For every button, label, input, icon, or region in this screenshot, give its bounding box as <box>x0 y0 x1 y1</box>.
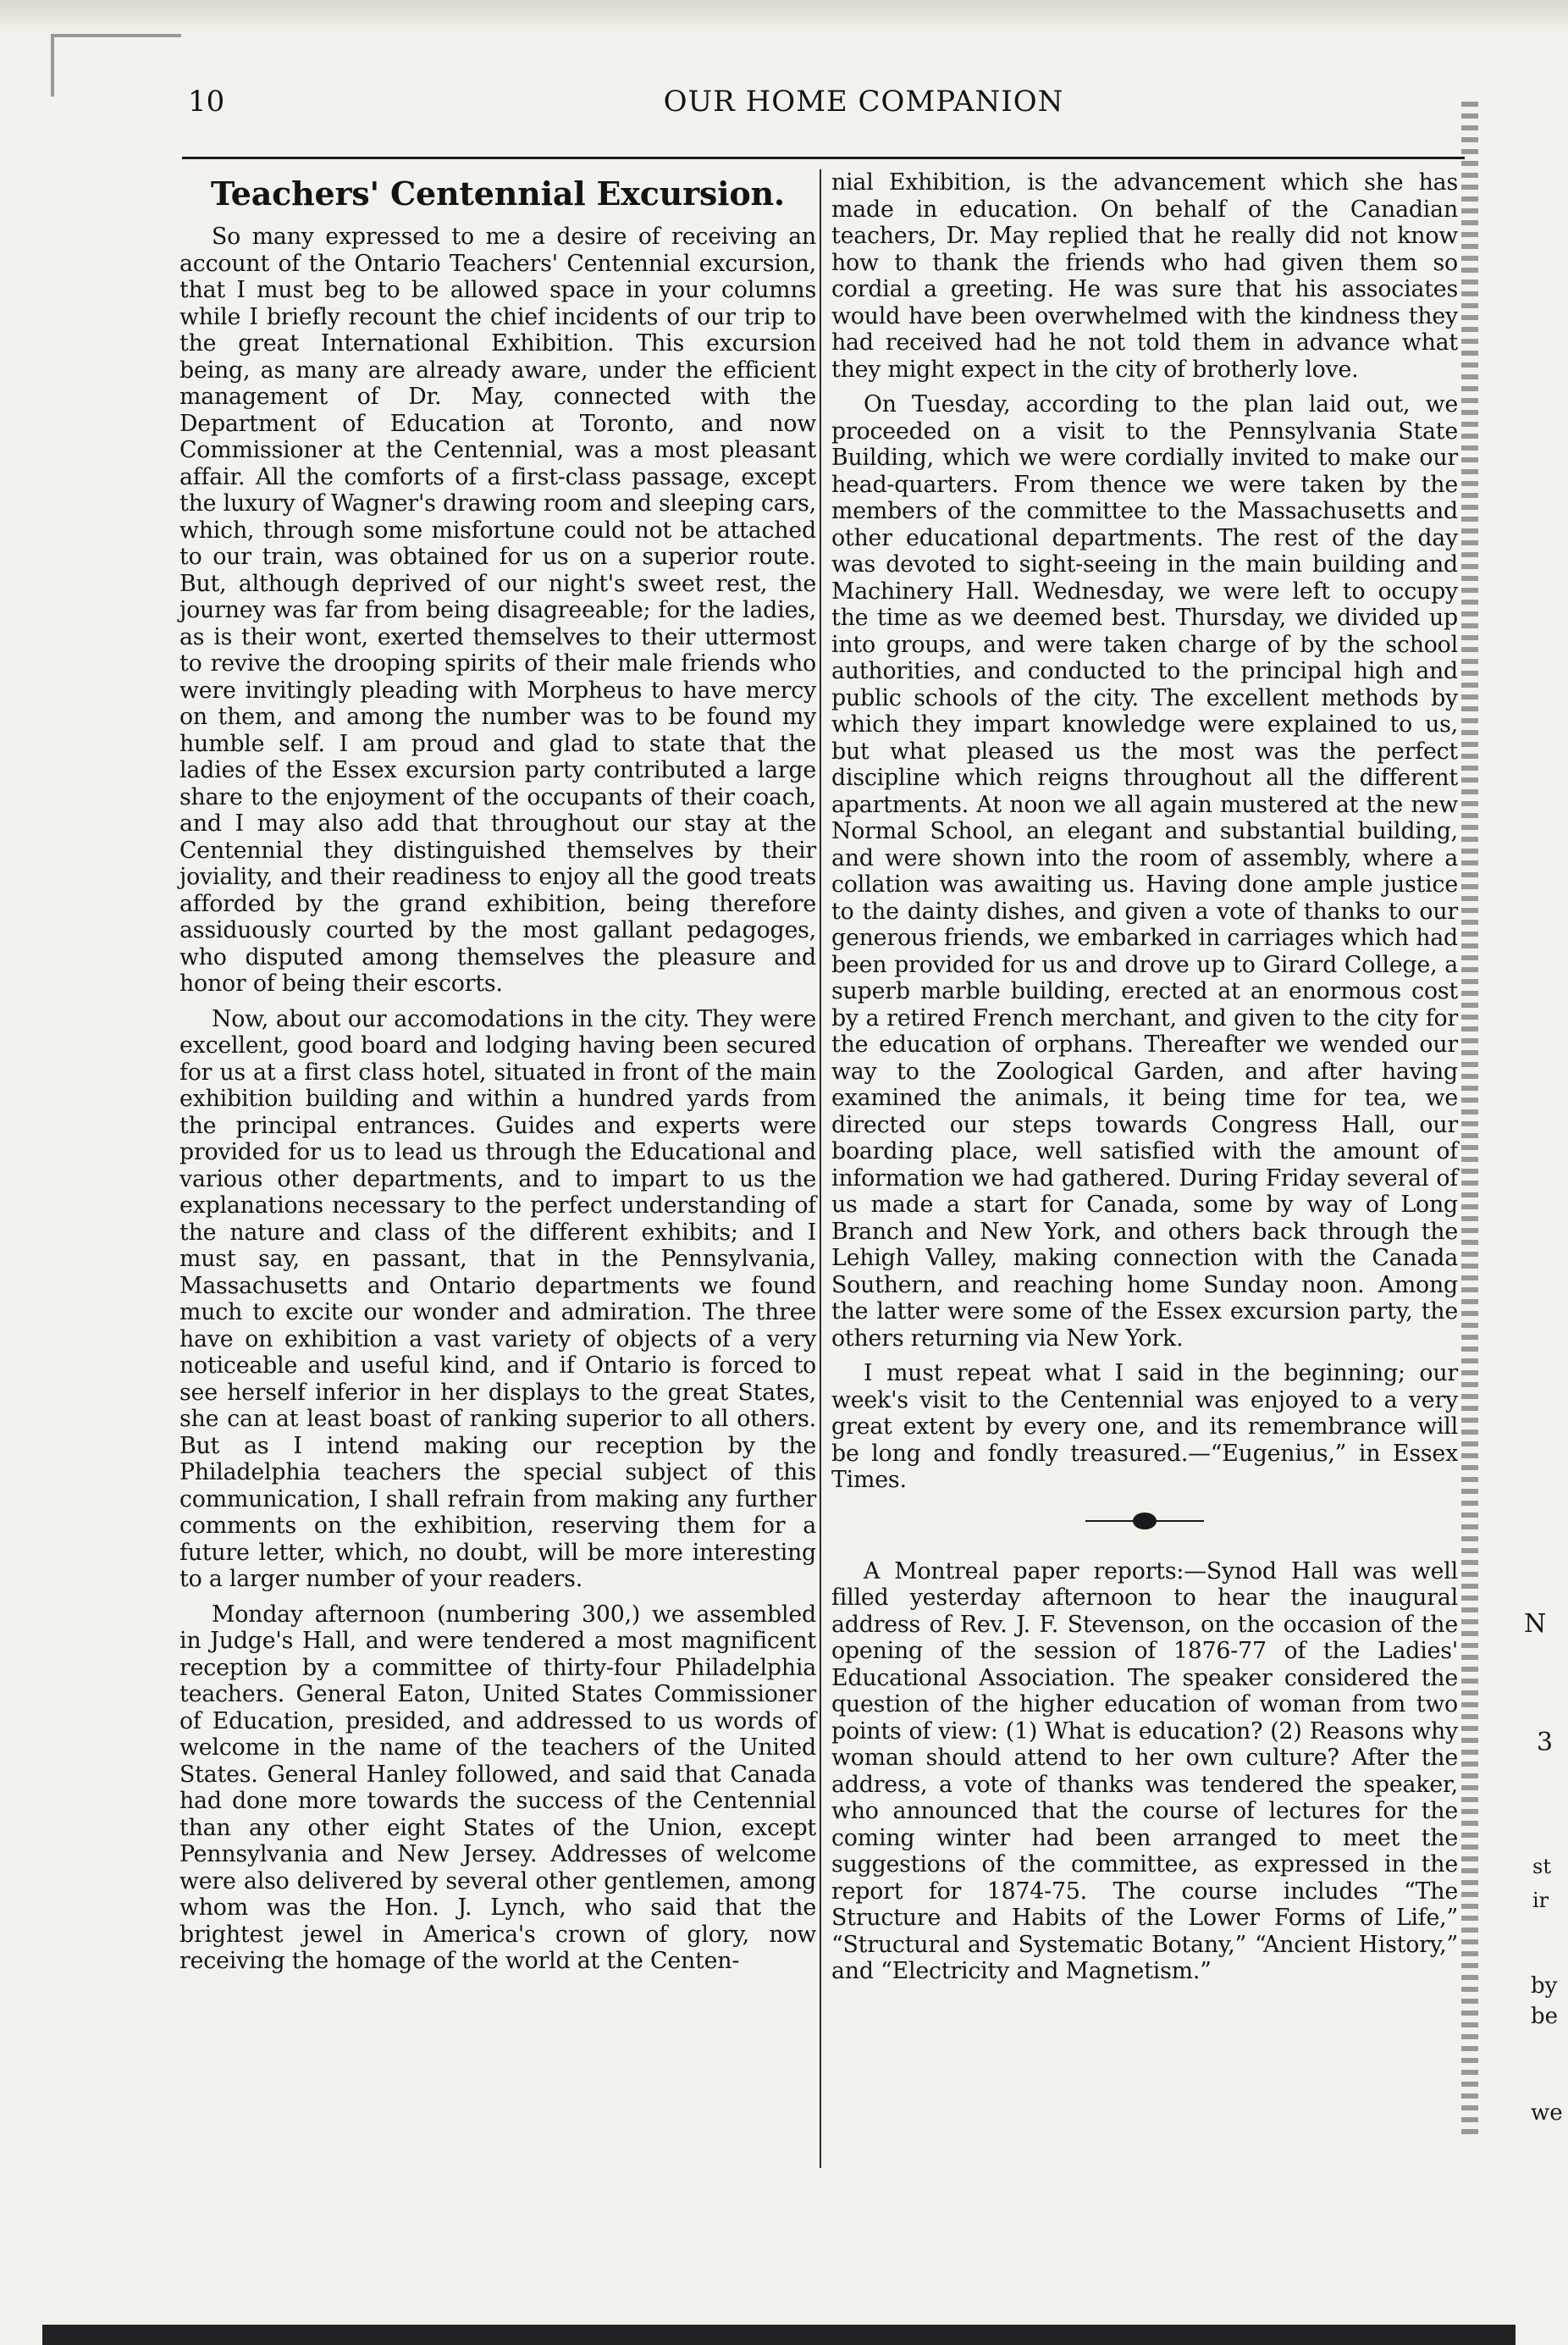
article-paragraph: Now, about our accomodations in the city. They were excellent, good board and lodging having been secured for us at a first class hotel, situated in front of the main exhibition building and within a hundred yards from the principal entrances. Guides and experts were provided for us to lead us through the Educational and various other departments, and to impart to us the explanations necessary to the perfect understanding of the nature and class of the different exhibits; and I must say, en passant, that in the Pennsylvania, Massachusetts and Ontario departments we found much to excite our wonder and admiration. The three have on exhibition a vast variety of objects of a very noticeable and useful kind, and if Ontario is forced to see herself inferior in her displays to the great States, she can at least boast of ranking superior to all others. But as I intend making our reception by the Philadelphia teachers the special subject of this communication, I shall refrain from making any further comments on the exhibition, reserving them for a future letter, which, no doubt, will be more interesting to a larger number of your readers. <box>179 1005 816 1592</box>
news-item-paragraph: A Montreal paper reports:—Synod Hall was well filled yesterday afternoon to hear the inaugural address of Rev. J. F. Stevenson, on the occasion of the opening of the session of 1876-77 of the Ladies' Educational Association. The speaker considered the question of the higher education of woman from two points of view: (1) What is education? (2) Reasons why woman should attend to her own culture? After the address, a vote of thanks was tendered the speaker, who announced that the course of lectures for the coming winter had been arranged to meet the suggestions of the committee, as expressed in the report for 1874-75. The course includes “The Structure and Habits of the Lower Forms of Life,” “Structural and Systematic Botany,” “Ancient History,” and “Electricity and Magnetism.” <box>831 1557 1458 1984</box>
bleed-text: be <box>1531 2004 1559 2029</box>
scan-corner-mark <box>51 34 181 97</box>
scan-shadow <box>0 0 1568 34</box>
article-paragraph: I must repeat what I said in the beginning; our week's visit to the Centennial was enjoyed to a very great extent by every one, and its remembrance will be long and fondly treasured.—“Eugenius,” in Essex Times. <box>831 1360 1458 1493</box>
article-paragraph: nial Exhibition, is the advancement which she has made in education. On behalf of the Canadian teachers, Dr. May replied that he really did not know how to thank the friends who had given them so cordial a greeting. He was sure that his associates would have been overwhelmed with the kindness they had received had he not told them in advance what they might expect in the city of brotherly love. <box>831 169 1458 383</box>
bleed-text: st <box>1532 1855 1551 1878</box>
article-title: Teachers' Centennial Excursion. <box>211 174 785 213</box>
column-divider <box>820 169 821 2168</box>
binding-edge <box>1461 102 1478 2134</box>
bleed-text: 3 <box>1537 1728 1554 1757</box>
right-column <box>831 169 1458 1994</box>
section-ornament <box>1085 1513 1204 1529</box>
article-paragraph: On Tuesday, according to the plan laid out, we proceeded on a visit to the Pennsylvania State Building, which we were cordially invited to make our head-quarters. From thence we were taken by the members of the committee to the Massachusetts and other educational departments. The rest of the day was devoted to sight-seeing in the main building and Machinery Hall. Wednesday, we were left to occupy the time as we deemed best. Thursday, we divided up into groups, and were taken charge of by the school authorities, and conducted to the principal high and public schools of the city. The excellent methods by which they impart knowledge were explained to us, but what pleased us the most was the perfect discipline which reigns throughout all the different apartments. At noon we all again mustered at the new Normal School, an elegant and substantial building, and were shown into the room of assembly, where a collation was awaiting us. Having done ample justice to the dainty dishes, and given a vote of thanks to our generous friends, we embarked in carriages which had been provided for us and drove up to Girard College, a superb marble building, erected at an enormous cost by a retired French merchant, and given to the city for the education of orphans. Thereafter we wended our way to the Zoological Garden, and after having examined the animals, it being time for tea, we directed our steps towards Congress Hall, our boarding place, well satisfied with the amount of information we had gathered. During Friday several of us made a start for Canada, some by way of Long Branch and New York, and others back through the Lehigh Valley, making connection with the Canada Southern, and reaching home Sunday noon. Among the latter were some of the Essex excursion party, the others returning via New York. <box>831 391 1458 1352</box>
scan-bottom-edge <box>42 2325 1516 2345</box>
header-rule <box>182 157 1465 159</box>
publication-title: OUR HOME COMPANION <box>663 85 1064 119</box>
page-number: 10 <box>188 85 225 119</box>
bleed-text: N <box>1524 1609 1547 1639</box>
left-column <box>179 169 816 1983</box>
bleed-text: we <box>1531 2100 1563 2126</box>
bleed-text: ir <box>1532 1889 1549 1912</box>
article-paragraph: So many expressed to me a desire of receiving an account of the Ontario Teachers' Centennial excursion, that I must beg to be allowed space in your columns while I briefly recount the chief incidents of our trip to the great International Exhibition. This excursion being, as many are already aware, under the efficient management of Dr. May, connected with the Department of Education at Toronto, and now Commissioner at the Centennial, was a most pleasant affair. All the comforts of a first-class passage, except the luxury of Wagner's drawing room and sleeping cars, which, through some misfortune could not be attached to our train, was obtained for us on a superior route. But, although deprived of our night's sweet rest, the journey was far from being disagreeable; for the ladies, as is their wont, exerted themselves to their uttermost to revive the drooping spirits of their male friends who were invitingly pleading with Morpheus to have mercy on them, and among the number was to be found my humble self. I am proud and glad to state that the ladies of the Essex excursion party contributed a large share to the enjoyment of the occupants of their coach, and I may also add that throughout our stay at the Centennial they distinguished themselves by their joviality, and their readiness to enjoy all the good treats afforded by the grand exhibition, being therefore assiduously courted by the most gallant pedagoges, who disputed among themselves the pleasure and honor of being their escorts. <box>179 224 816 997</box>
article-paragraph: Monday afternoon (numbering 300,) we assembled in Judge's Hall, and were tendered a most magnificent reception by a committee of thirty-four Philadelphia teachers. General Eaton, United States Commissioner of Education, presided, and addressed to us words of welcome in the name of the teachers of the United States. General Hanley followed, and said that Canada had done more towards the success of the Centennial than any other eight States of the Union, except Pennsylvania and New Jersey. Addresses of welcome were also delivered by several other gentlemen, among whom was the Hon. J. Lynch, who said that the brightest jewel in America's crown of glory, now receiving the homage of the world at the Centen- <box>179 1601 816 1974</box>
bleed-text: by <box>1531 1973 1558 1999</box>
